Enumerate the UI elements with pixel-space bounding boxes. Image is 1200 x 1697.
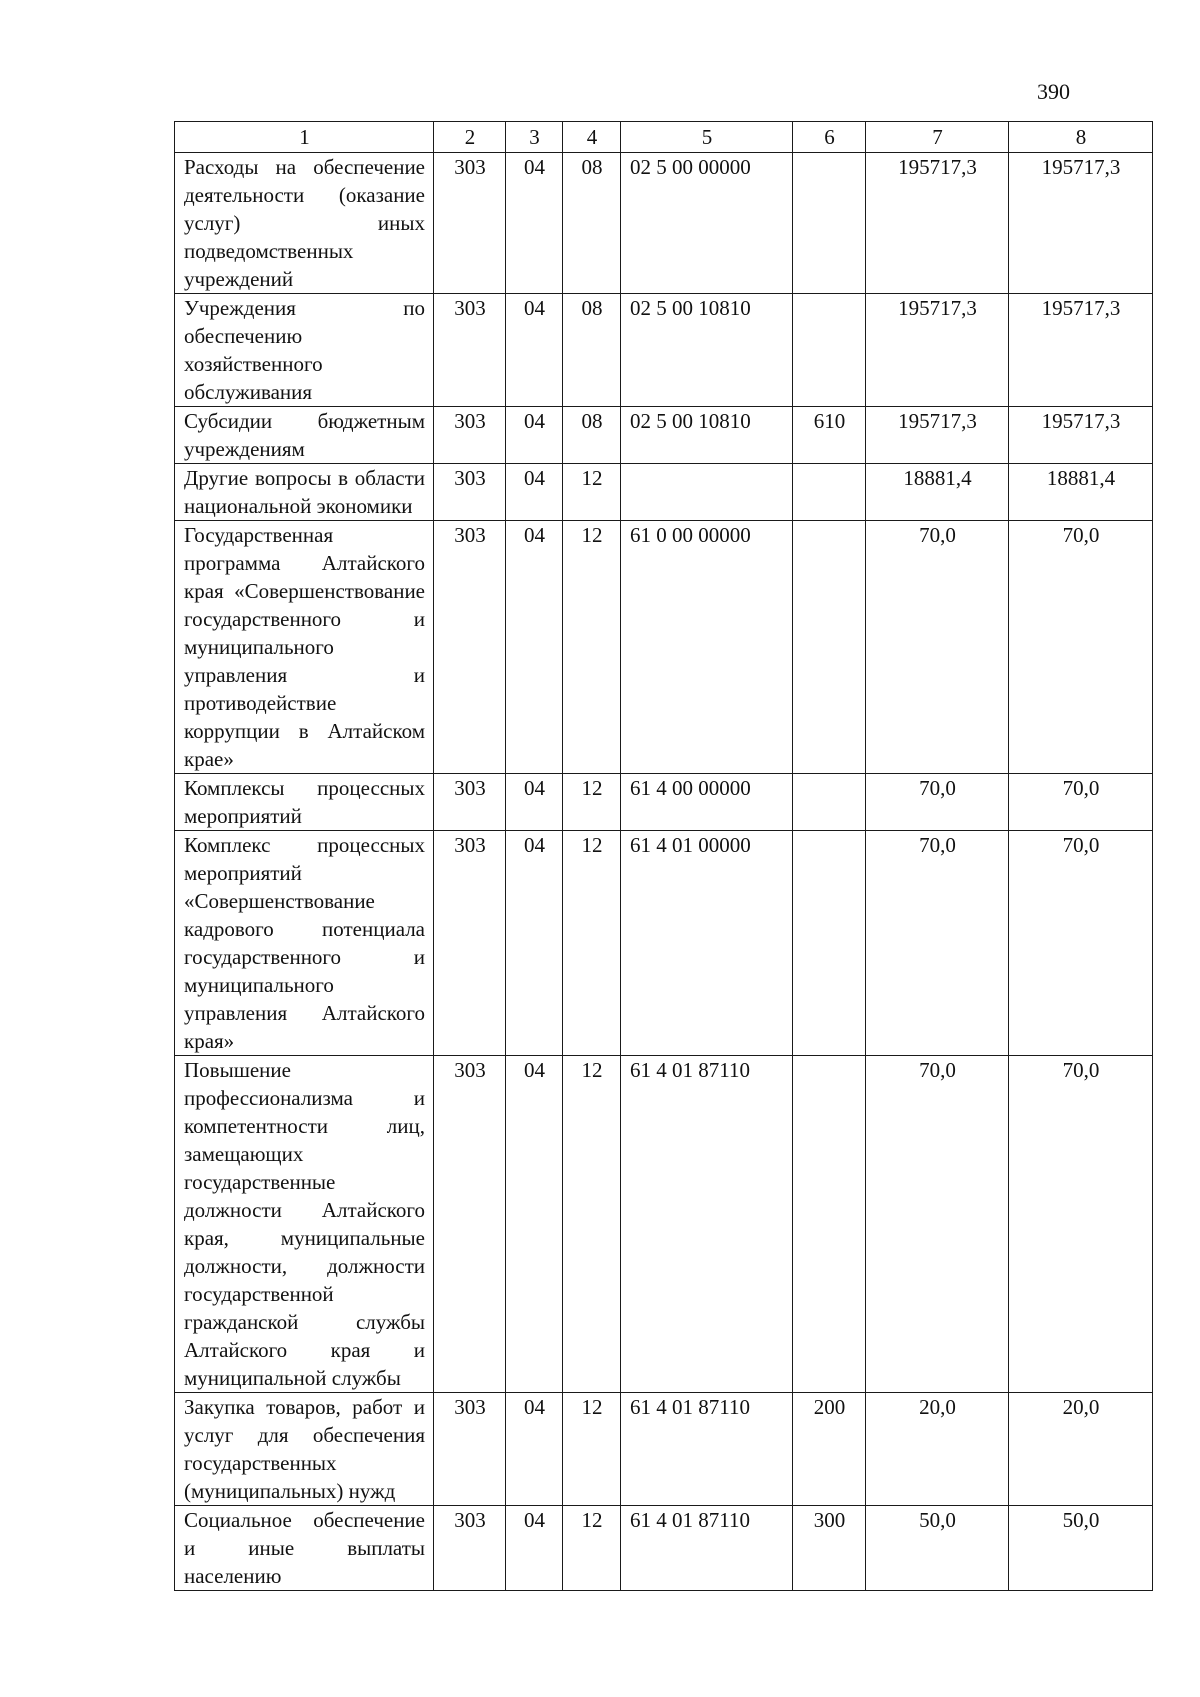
section-code: 04: [506, 1056, 563, 1393]
section-code: 04: [506, 521, 563, 774]
table-row: [175, 407, 1153, 464]
page-number: 390: [1037, 79, 1070, 104]
subsection-code: 12: [563, 1056, 621, 1393]
budget-table: [174, 121, 1153, 1591]
target-article-code: 61 4 01 87110: [621, 1393, 793, 1506]
row-name: Расходы на обеспечение деятельности (оказание услуг) иных подведомственных учреждений: [175, 153, 434, 294]
amount-col-7: 20,0: [866, 1393, 1009, 1506]
table-row: [175, 294, 1153, 407]
subsection-code: 12: [563, 464, 621, 521]
header-cell: 8: [1009, 122, 1153, 153]
amount-col-8: 195717,3: [1009, 294, 1153, 407]
header-cell: 1: [175, 122, 434, 153]
row-name: Повышение профессионализма и компетентности лиц, замещающих государственные должности Алтайского края, муниципальные должности, должности государственной гражданской службы Алтайского края и муниципальной службы: [175, 1056, 434, 1393]
amount-col-8: 50,0: [1009, 1506, 1153, 1591]
row-name: Социальное обеспечение и иные выплаты населению: [175, 1506, 434, 1591]
target-article-code: 61 4 01 87110: [621, 1056, 793, 1393]
amount-col-7: 18881,4: [866, 464, 1009, 521]
section-code: 04: [506, 774, 563, 831]
subsection-code: 12: [563, 1393, 621, 1506]
table-row: [175, 1393, 1153, 1506]
section-code: 04: [506, 153, 563, 294]
amount-col-7: 195717,3: [866, 153, 1009, 294]
target-article-code: 02 5 00 10810: [621, 407, 793, 464]
amount-col-8: 70,0: [1009, 831, 1153, 1056]
row-name: Другие вопросы в области национальной экономики: [175, 464, 434, 521]
header-cell: 6: [793, 122, 866, 153]
amount-col-7: 50,0: [866, 1506, 1009, 1591]
ministry-code: 303: [434, 153, 506, 294]
target-article-code: 61 4 01 87110: [621, 1506, 793, 1591]
target-article-code: 61 4 00 00000: [621, 774, 793, 831]
subsection-code: 08: [563, 153, 621, 294]
subsection-code: 12: [563, 831, 621, 1056]
expense-type-code: [793, 774, 866, 831]
expense-type-code: [793, 521, 866, 774]
target-article-code: 02 5 00 00000: [621, 153, 793, 294]
expense-type-code: [793, 831, 866, 1056]
section-code: 04: [506, 1393, 563, 1506]
ministry-code: 303: [434, 831, 506, 1056]
section-code: 04: [506, 294, 563, 407]
expense-type-code: [793, 153, 866, 294]
table-row: [175, 774, 1153, 831]
amount-col-8: 70,0: [1009, 774, 1153, 831]
amount-col-7: 195717,3: [866, 294, 1009, 407]
subsection-code: 12: [563, 521, 621, 774]
table-row: [175, 1506, 1153, 1591]
header-row: [175, 122, 1153, 153]
section-code: 04: [506, 464, 563, 521]
header-cell: 3: [506, 122, 563, 153]
row-name: Субсидии бюджетным учреждениям: [175, 407, 434, 464]
target-article-code: 61 0 00 00000: [621, 521, 793, 774]
header-cell: 5: [621, 122, 793, 153]
amount-col-7: 70,0: [866, 831, 1009, 1056]
amount-col-8: 195717,3: [1009, 407, 1153, 464]
amount-col-8: 70,0: [1009, 1056, 1153, 1393]
row-name: Закупка товаров, работ и услуг для обеспечения государственных (муниципальных) нужд: [175, 1393, 434, 1506]
table-row: [175, 831, 1153, 1056]
section-code: 04: [506, 1506, 563, 1591]
table-row: [175, 153, 1153, 294]
amount-col-8: 20,0: [1009, 1393, 1153, 1506]
target-article-code: 61 4 01 00000: [621, 831, 793, 1056]
subsection-code: 08: [563, 407, 621, 464]
section-code: 04: [506, 831, 563, 1056]
section-code: 04: [506, 407, 563, 464]
row-name: Комплексы процессных мероприятий: [175, 774, 434, 831]
table-row: [175, 1056, 1153, 1393]
ministry-code: 303: [434, 521, 506, 774]
row-name: Учреждения по обеспечению хозяйственного обслуживания: [175, 294, 434, 407]
ministry-code: 303: [434, 407, 506, 464]
row-name: Комплекс процессных мероприятий «Совершенствование кадрового потенциала государственного и муниципального управления Алтайского края»: [175, 831, 434, 1056]
target-article-code: [621, 464, 793, 521]
ministry-code: 303: [434, 1393, 506, 1506]
ministry-code: 303: [434, 1506, 506, 1591]
amount-col-8: 18881,4: [1009, 464, 1153, 521]
target-article-code: 02 5 00 10810: [621, 294, 793, 407]
amount-col-7: 70,0: [866, 774, 1009, 831]
header-cell: 4: [563, 122, 621, 153]
subsection-code: 08: [563, 294, 621, 407]
amount-col-7: 195717,3: [866, 407, 1009, 464]
header-cell: 2: [434, 122, 506, 153]
ministry-code: 303: [434, 1056, 506, 1393]
amount-col-8: 195717,3: [1009, 153, 1153, 294]
expense-type-code: [793, 464, 866, 521]
ministry-code: 303: [434, 774, 506, 831]
amount-col-8: 70,0: [1009, 521, 1153, 774]
amount-col-7: 70,0: [866, 1056, 1009, 1393]
expense-type-code: 610: [793, 407, 866, 464]
header-cell: 7: [866, 122, 1009, 153]
expense-type-code: 300: [793, 1506, 866, 1591]
subsection-code: 12: [563, 774, 621, 831]
expense-type-code: 200: [793, 1393, 866, 1506]
amount-col-7: 70,0: [866, 521, 1009, 774]
table-row: [175, 521, 1153, 774]
table-row: [175, 464, 1153, 521]
ministry-code: 303: [434, 464, 506, 521]
expense-type-code: [793, 294, 866, 407]
row-name: Государственная программа Алтайского края «Совершенствование государственного и муниципального управления и противодействие коррупции в Алтайском крае»: [175, 521, 434, 774]
ministry-code: 303: [434, 294, 506, 407]
expense-type-code: [793, 1056, 866, 1393]
subsection-code: 12: [563, 1506, 621, 1591]
